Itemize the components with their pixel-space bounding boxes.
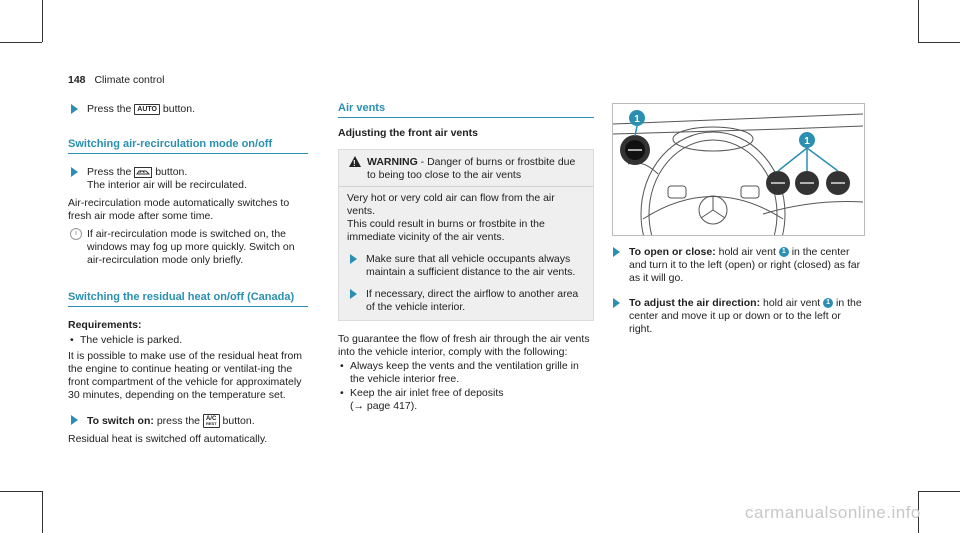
column-2 bbox=[338, 102, 594, 413]
callout-1-badge: 1 bbox=[823, 298, 833, 308]
list-item: • Always keep the vents and the ventilation grille in the vehicle interior free. bbox=[338, 360, 594, 386]
step-arrow-icon bbox=[350, 254, 357, 264]
warning-text: Very hot or very cold air can flow from the air vents. bbox=[347, 192, 555, 217]
step-arrow-icon bbox=[71, 415, 78, 425]
step-adjust-direction: To adjust the air direction: hold air vent 1 in the center and move it up or down or to the left or right. bbox=[610, 297, 864, 336]
crop-mark bbox=[42, 491, 43, 533]
warning-title: - Danger of burns or frostbite due to being too close to the air vents bbox=[367, 156, 576, 181]
step-open-close: To open or close: hold air vent 1 in the center and turn it to the left (open) or right (closed) as far as it will go. bbox=[610, 246, 864, 285]
column-3 bbox=[610, 246, 864, 336]
heading-recirculation: Switching air-recirculation mode on/off bbox=[68, 138, 308, 154]
crop-mark bbox=[0, 42, 42, 43]
warning-icon bbox=[349, 156, 361, 167]
center-air-vents-icon bbox=[766, 171, 850, 195]
hint-note: i If air-recirculation mode is switched on, the windows may fog up more quickly. Switch on air-recirculation mode only briefly. bbox=[68, 228, 308, 267]
subheading-front-vents: Adjusting the front air vents bbox=[338, 127, 479, 139]
crop-mark bbox=[918, 0, 919, 42]
page-header bbox=[68, 74, 164, 87]
warning-text: This could result in burns or frostbite in the immediate vicinity of the air vents. bbox=[347, 218, 545, 243]
crop-mark bbox=[918, 491, 960, 492]
step-arrow-icon bbox=[613, 298, 620, 308]
crop-mark bbox=[918, 42, 960, 43]
paragraph: Air-recirculation mode automatically switches to fresh air mode after some time. bbox=[68, 197, 290, 222]
requirement-item: • The vehicle is parked. bbox=[68, 334, 308, 347]
crop-mark bbox=[0, 491, 42, 492]
paragraph: To guarantee the flow of fresh air through the air vents into the vehicle interior, comply with the following: bbox=[338, 333, 590, 358]
heading-air-vents: Air vents bbox=[338, 102, 594, 118]
paragraph: Residual heat is switched off automatically. bbox=[68, 433, 268, 445]
paragraph: It is possible to make use of the residual heat from the engine to continue heating or ventilat-ing the front compartment of the vehicle for approximately 30 minutes, depending on the temperature set. bbox=[68, 350, 303, 401]
divider bbox=[339, 186, 593, 187]
page-number: 148 bbox=[68, 74, 86, 86]
crop-mark bbox=[42, 0, 43, 42]
column-1 bbox=[68, 102, 308, 446]
page-reference-link[interactable]: (→ page 417). bbox=[350, 400, 418, 412]
requirements-label: Requirements: bbox=[68, 319, 142, 331]
heading-residual-heat: Switching the residual heat on/off (Canada) bbox=[68, 291, 308, 307]
warning-label: WARNING bbox=[367, 156, 418, 168]
step-arrow-icon bbox=[613, 247, 620, 257]
info-icon: i bbox=[70, 228, 82, 240]
callout-label: 1 bbox=[804, 136, 810, 147]
dashboard-air-vents-figure bbox=[612, 103, 865, 236]
left-air-vent-icon bbox=[620, 135, 650, 165]
ac-rest-key-icon: A/C REST bbox=[203, 414, 220, 428]
watermark: carmanualsonline.info bbox=[745, 503, 921, 522]
section-title: Climate control bbox=[94, 74, 165, 86]
step-arrow-icon bbox=[350, 289, 357, 299]
callout-1-badge: 1 bbox=[779, 247, 789, 257]
dashboard-illustration bbox=[613, 104, 864, 235]
step-arrow-icon bbox=[71, 104, 78, 114]
warning-step: If necessary, direct the airflow to another area of the vehicle interior. bbox=[347, 288, 585, 314]
step-arrow-icon bbox=[71, 167, 78, 177]
step-switch-on: To switch on: press the A/C REST button. bbox=[68, 414, 308, 428]
callout-label: 1 bbox=[634, 114, 640, 125]
recirculation-car-icon bbox=[134, 167, 152, 178]
step-press-recirc: Press the button. The interior air will be recirculated. bbox=[68, 166, 308, 192]
warning-step: Make sure that all vehicle occupants always maintain a sufficient distance to the air vents. bbox=[347, 253, 585, 279]
warning-box bbox=[338, 149, 594, 321]
auto-key-icon: AUTO bbox=[134, 104, 160, 115]
list-item: • Keep the air inlet free of deposits (→ page 417). bbox=[338, 387, 594, 413]
step-press-auto: Press the AUTO button. bbox=[68, 103, 308, 116]
